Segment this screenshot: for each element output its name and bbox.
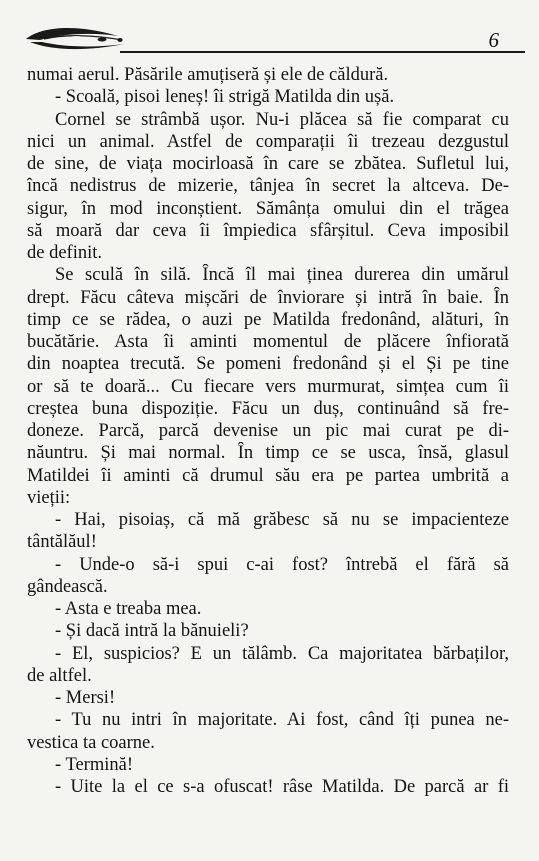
text-line: Se sculă în silă. Încă îl mai ținea durerea din umărul bbox=[55, 265, 509, 286]
text-line: vieții: bbox=[27, 487, 71, 508]
text-line: - Scoală, pisoi leneș! îi strigă Matilda din ușă. bbox=[55, 87, 395, 108]
page-header bbox=[0, 0, 539, 62]
text-line: sigur, în mod inconștient. Sămânța omului din el trăgea bbox=[27, 198, 509, 219]
text-line: - Hai, pisoiaș, că mă grăbesc să nu se impacienteze bbox=[55, 510, 509, 530]
text-line: timp ce se rădea, o auzi pe Matilda fredonând, alături, în bbox=[27, 309, 509, 330]
text-line: numai aerul. Păsările amuțiseră și ele de căldură. bbox=[27, 65, 389, 85]
text-line: - Unde-o să-i spui c-ai fost? întrebă el fără să bbox=[55, 554, 509, 575]
text-line: - Și dacă intră la bănuieli? bbox=[55, 621, 249, 642]
text-line: - Tu nu intri în majoritate. Ai fost, când îți punea ne- bbox=[55, 710, 509, 731]
text-line: - Mersi! bbox=[55, 688, 116, 708]
text-line: Matildei îi aminti că drumul său era pe partea umbrită a bbox=[27, 465, 509, 486]
text-line: năuntru. Și mai normal. În timp ce se usca, însă, glasul bbox=[27, 443, 509, 464]
text-line: drept. Făcu câteva mișcări de înviorare și intră în baie. În bbox=[27, 287, 509, 308]
text-line: tântălăul! bbox=[27, 532, 97, 553]
text-line: de sine, de viața mocirloasă în care se zbătea. Sufletul lui, bbox=[27, 154, 509, 174]
text-line: vestica ta coarne. bbox=[27, 732, 155, 753]
header-rule bbox=[120, 51, 525, 53]
text-line: Cornel se strâmbă ușor. Nu-i plăcea să fie comparat cu bbox=[55, 109, 509, 130]
text-line: bucătărie. Asta îi aminti momentul de plăcere înfiorată bbox=[27, 332, 509, 352]
text-line: să moară dar ceva îi împiedica sfârșitul. Ceva imposibil bbox=[27, 220, 509, 241]
text-line: or să te doară... Cu fiecare vers murmurat, simțea cum îi bbox=[27, 376, 509, 397]
text-line: din noaptea trecută. Se pomeni fredonând și el Și pe tine bbox=[27, 354, 509, 375]
text-line: doneze. Parcă, parcă devenise un pic mai curat pe di- bbox=[27, 421, 509, 441]
text-line: gândească. bbox=[27, 576, 108, 597]
text-line: creștea buna dispoziție. Făcu un duș, continuând să fre- bbox=[27, 398, 509, 419]
page-number: 6 bbox=[488, 28, 499, 52]
text-line: - El, suspicios? E un tălâmb. Ca majoritatea bărbaților, bbox=[55, 643, 509, 664]
text-line: - Uite la el ce s-a ofuscat! râse Matilda. De parcă ar fi bbox=[55, 777, 509, 797]
text-line: de altfel. bbox=[27, 665, 92, 686]
text-line: - Termină! bbox=[55, 754, 133, 775]
page-body bbox=[27, 64, 509, 798]
text-line: încă nedistrus de mizerie, tânjea în secret la altceva. De- bbox=[27, 176, 509, 197]
text-line: - Asta e treaba mea. bbox=[55, 599, 202, 619]
text-line: nici un animal. Astfel de comparații îi trezeau dezgustul bbox=[27, 131, 509, 152]
text-line: de definit. bbox=[27, 243, 103, 263]
